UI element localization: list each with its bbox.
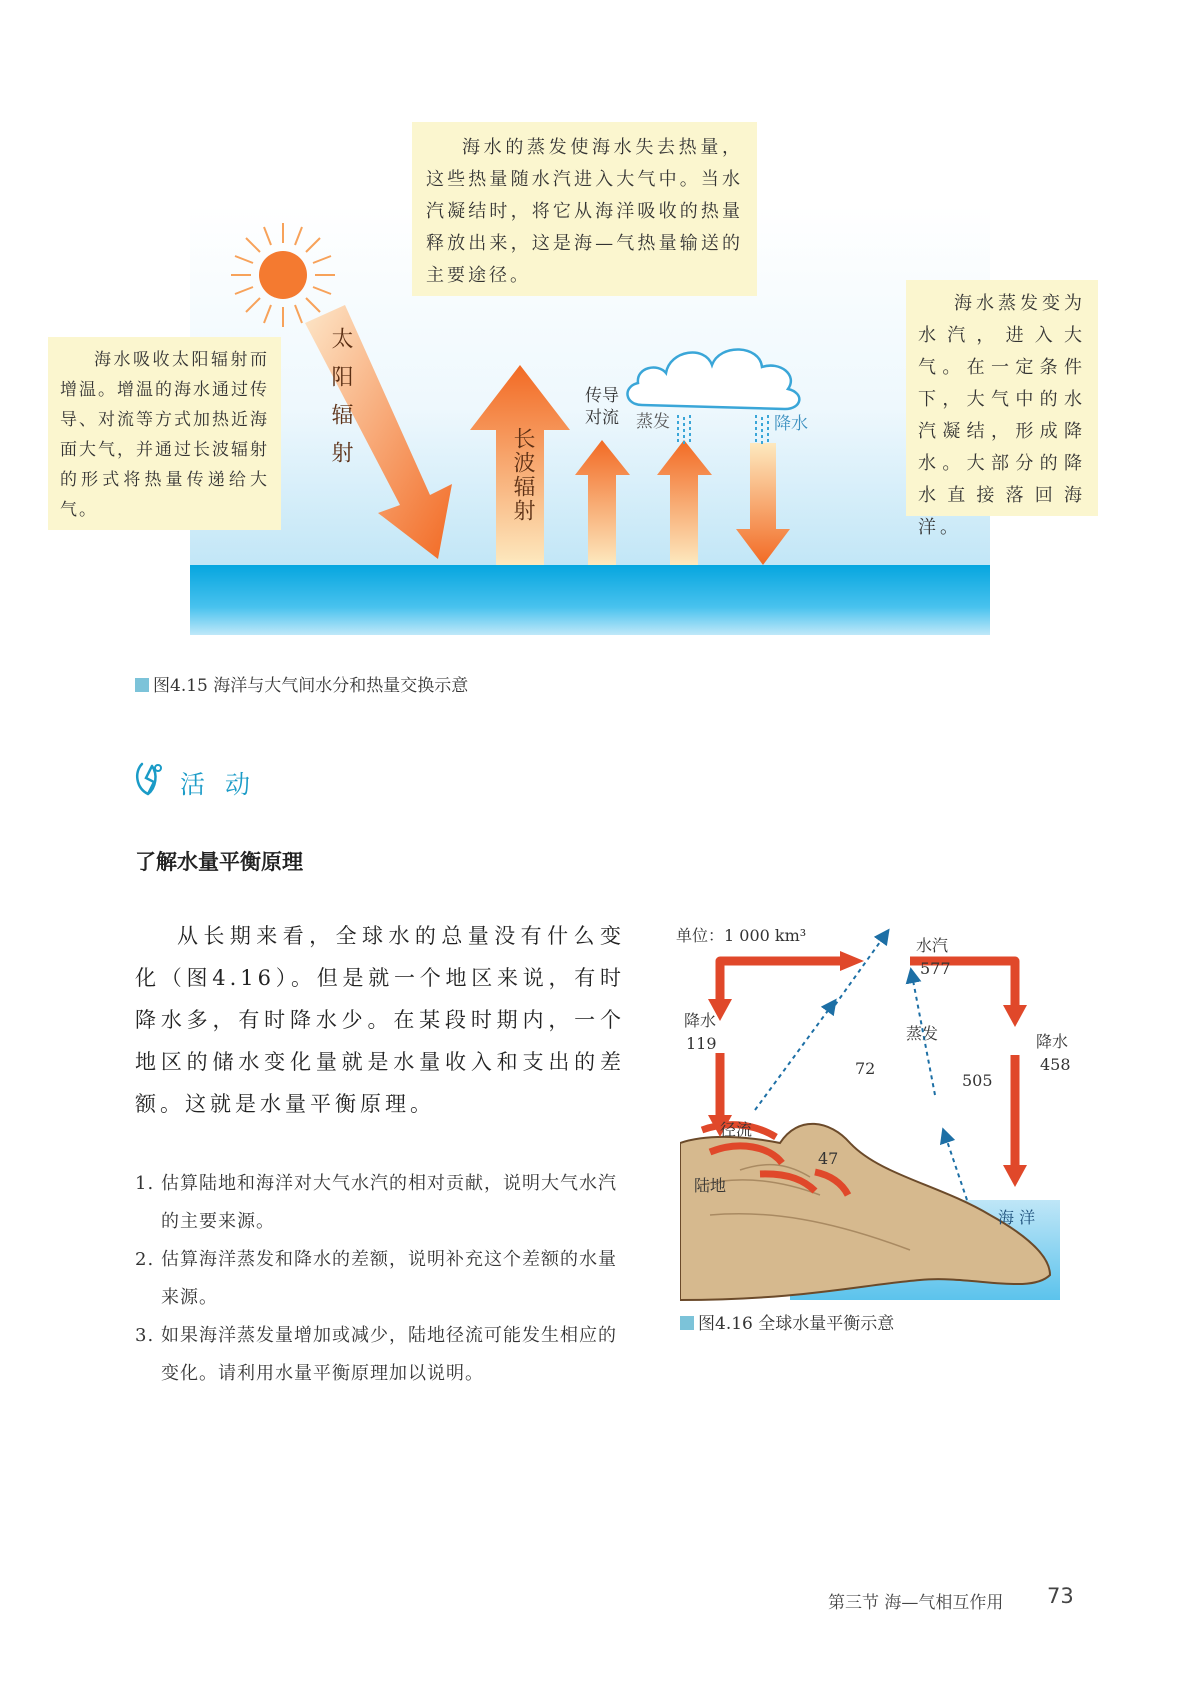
question-item	[135, 1165, 635, 1241]
caption-marker	[135, 678, 149, 692]
ocean-label: 海 洋	[998, 1208, 1036, 1227]
figure-4-16-caption	[680, 1309, 894, 1334]
note-evaporation-precipitation	[906, 280, 1098, 538]
water-balance-diagram	[680, 915, 1080, 1315]
solar-radiation-label: 太阳辐射	[328, 327, 353, 479]
figure-4-16	[676, 915, 1080, 1315]
land-precip-label: 降水	[684, 1011, 717, 1030]
question-text: 估算海洋蒸发和降水的差额，说明补充这个差额的水量来源。	[161, 1249, 617, 1308]
runoff-label: 径流	[720, 1120, 753, 1139]
note-solar-absorption	[48, 337, 281, 530]
note-evaporation-heat	[412, 122, 757, 296]
ocean-precip-label: 降水	[1036, 1032, 1069, 1051]
vapor-value: 577	[920, 959, 951, 978]
figure-4-16-caption-text: 图4.16 全球水量平衡示意	[698, 1314, 895, 1334]
unit-label: 单位：1 000 km³	[676, 926, 807, 945]
runoff-value: 47	[818, 1149, 839, 1168]
ocean-precip-value: 458	[1040, 1055, 1071, 1074]
question-number: 3.	[135, 1325, 155, 1346]
figure-4-15-caption	[135, 671, 468, 696]
activity-title: 活 动	[180, 770, 256, 799]
question-text: 如果海洋蒸发量增加或减少，陆地径流可能发生相应的变化。请利用水量平衡原理加以说明。	[161, 1325, 617, 1384]
land-label: 陆地	[694, 1176, 727, 1195]
question-text: 估算陆地和海洋对大气水汽的相对贡献，说明大气水汽的主要来源。	[161, 1173, 617, 1232]
vapor-to-land-arrow	[720, 961, 840, 999]
note-evaporation-heat-text: 海水的蒸发使海水失去热量，这些热量随水汽进入大气中。当水汽凝结时，将它从海洋吸收的热量释放出来，这是海—气热量输送的主要途径。	[426, 137, 743, 286]
question-list	[135, 1165, 635, 1393]
question-number: 1.	[135, 1173, 155, 1194]
precipitation-label: 降水	[774, 414, 808, 434]
evaporation-to-vapor-arrow	[835, 935, 885, 1005]
question-number: 2.	[135, 1249, 155, 1270]
vapor-label: 水汽	[916, 936, 949, 955]
caption-marker	[680, 1316, 694, 1330]
land-precip-value: 119	[686, 1034, 717, 1053]
ocean-evaporation-arrow-lower	[945, 1135, 967, 1200]
body-paragraph: 从长期来看，全球水的总量没有什么变化（图4.16）。但是就一个地区来说，有时降水多，有时降水少。在某段时期内，一个地区的储水变化量就是水量收入和支出的差额。这就是水量平衡原理。	[135, 924, 625, 1116]
land-evap-value: 72	[855, 1059, 876, 1078]
note-solar-absorption-text: 海水吸收太阳辐射而增温。增温的海水通过传导、对流等方式加热近海面大气，并通过长波辐射的形式将热量传递给大气。	[60, 350, 269, 520]
sun-icon	[231, 223, 335, 327]
evaporation-label: 蒸发	[636, 412, 670, 432]
section-heading: 了解水量平衡原理	[135, 850, 303, 874]
page-number: 73	[1047, 1584, 1074, 1608]
conduction-label-line-1: 传导	[585, 386, 619, 406]
ocean-evap-value: 505	[962, 1071, 993, 1090]
conduction-label-line-2: 对流	[585, 408, 619, 428]
note-evaporation-precipitation-text: 海水蒸发变为水汽，进入大气。在一定条件下，大气中的水汽凝结，形成降水。大部分的降水直接落回海洋。	[918, 293, 1086, 538]
question-item	[135, 1317, 635, 1393]
footer-section-title: 第三节 海—气相互作用	[828, 1593, 1004, 1613]
question-item	[135, 1241, 635, 1317]
land-evaporation-arrow	[755, 1005, 832, 1110]
conduction-label	[585, 385, 619, 429]
evaporation-label: 蒸发	[906, 1024, 939, 1043]
longwave-radiation-label: 长波辐射	[510, 427, 535, 523]
activity-icon	[130, 758, 172, 804]
figure-4-15-caption-text: 图4.15 海洋与大气间水分和热量交换示意	[153, 676, 469, 696]
